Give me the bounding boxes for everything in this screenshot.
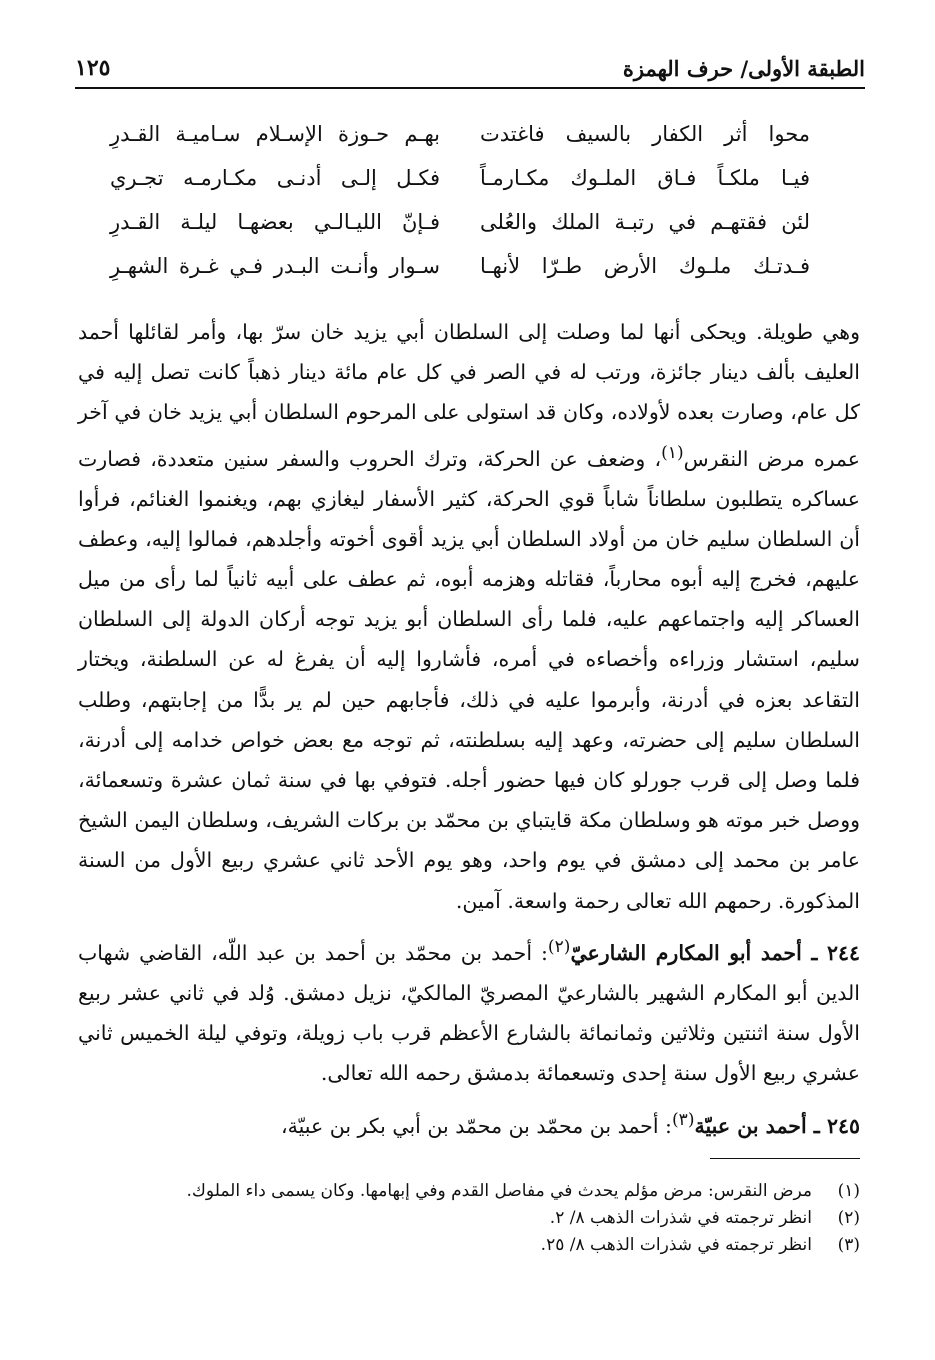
footnote-text: مرض النقرس: مرض مؤلم يحدث في مفاصل القدم وفي إبهامها. وكان يسمى داء الملوك. [186, 1181, 812, 1201]
footnote [78, 1205, 860, 1232]
verse-first-hemistich: محوا أثر الكفار بالسيف فاغتدت [480, 122, 810, 146]
footnote-separator [710, 1158, 860, 1159]
verse [110, 156, 810, 200]
poem [110, 112, 810, 288]
verse-first-hemistich: فيـا ملكـاً فـاق الملـوك مكـارمـاً [480, 166, 810, 190]
footnote [78, 1232, 860, 1259]
footnote-ref[interactable]: (١) [661, 442, 684, 463]
footnote [78, 1178, 860, 1205]
entry-245 [78, 1100, 860, 1146]
entry-title: ٢٤٤ ـ أحمد أبو المكارم الشارعيّ [570, 940, 861, 965]
verse [110, 200, 810, 244]
verse-second-hemistich: بهـم حـوزة الإسـلام سـاميـة القـدرِ [110, 122, 440, 146]
entry-title: ٢٤٥ ـ أحمد بن عبيّة [694, 1113, 860, 1138]
verse-second-hemistich: فكـل إلـى أدنـى مكـارمـه تجـري [110, 166, 440, 190]
page-header [75, 55, 865, 89]
entry-text: : أحمد بن محمّد بن أحمد بن عبد اللّه، القاضي شهاب الدين أبو المكارم الشهير بالشارعيّ المصريّ المالكيّ، نزيل دمشق. وُلد في ثاني عشر ربيع الأول سنة اثنتين وثلاثين وثمانمائة بالشارع الأعظم قرب باب زويلة، وتوفي ليلة الخميس ثاني عشري ربيع الأول سنة إحدى وتسعمائة بدمشق رحمه الله تعالى. [78, 940, 860, 1086]
page-number: ١٢٥ [75, 55, 111, 81]
footnote-number: (٣) [837, 1235, 860, 1255]
footnotes [78, 1178, 860, 1259]
footnote-ref[interactable]: (٣) [671, 1109, 695, 1130]
verse-second-hemistich: سـوار وأنـت البـدر فـي غـرة الشهـرِ [110, 254, 440, 278]
footnote-number: (٢) [837, 1208, 860, 1228]
footnote-ref[interactable]: (٢) [547, 936, 571, 957]
running-title: الطبقة الأولى/ حرف الهمزة [622, 56, 865, 81]
entry-text: : أحمد بن محمّد بن محمّد بن أبي بكر بن عبيّة، [280, 1113, 672, 1138]
paragraph-text: وهي طويلة. ويحكى أنها لما وصلت إلى السلطان أبي يزيد خان سرّ بها، وأمر لقائلها أحمد العليف بألف دينار جائزة، ورتب له في الصر في كل عام مائة دينار ذهباً كانت تصل إليه في كل عام، وصارت بعده لأولاده، وكان قد استولى على المرحوم السلطان أبي يزيد خان في آخر عمره مرض النقرس [78, 320, 861, 471]
verse-first-hemistich: لئن فقتهـم في رتبـة الملك والعُلى [480, 210, 810, 234]
verse-first-hemistich: فـدتـك ملـوك الأرض طـرّا لأنهـا [480, 254, 810, 278]
verse-second-hemistich: فـإنّ الليـالـي بعضهـا ليلـة القـدرِ [110, 210, 440, 234]
narrative-paragraph [78, 312, 860, 921]
verse [110, 112, 810, 156]
entry-244 [78, 927, 860, 1094]
main-text [78, 312, 860, 1152]
footnote-text: انظر ترجمته في شذرات الذهب ٨/ ٢٥. [540, 1235, 812, 1255]
verse [110, 244, 810, 288]
footnote-number: (١) [837, 1181, 860, 1201]
paragraph-text-continued: ، وضعف عن الحركة، وترك الحروب والسفر سنين متعددة، فصارت عساكره يتطلبون سلطاناً شاباً قوي الحركة، كثير الأسفار ليغازي بهم، ويغنموا الغنائم، فرأوا أن السلطان سليم خان من أولاد السلطان أبي يزيد أقوى أخوته وأجلدهم، فمالوا إليه، وعطف عليهم، فخرج إليه أبوه محارباً، فقاتله وهزمه أبوه، ثم عطف على أبيه ثانياً لما رأى من ميل العساكر إليه واجتماعهم عليه، فلما رأى السلطان أبو يزيد توجه أركان الدولة إلى السلطان سليم، استشار وزراءه وأخصاءه في أمره، فأشاروا إليه أن يفرغ له عن السلطنة، ويختار التقاعد بعزه في أدرنة، وأبرموا عليه في ذلك، فأجابهم حين لم ير بدًّا من إجابتهم، وطلب السلطان سليم إلى حضرته، وعهد إليه بسلطنته، ثم توجه مع بعض خواص خدامه إلى أدرنة، فلما وصل إلى قرب جورلو كان فيها حضور أجله. فتوفي بها في سنة ثمان عشرة وتسعمائة، ووصل خبر موته هو وسلطان مكة قايتباي بن محمّد بن بركات الشريف، وسلطان اليمن الشيخ عامر بن محمد إلى دمشق في يوم واحد، وهو يوم الأحد ثاني عشري ربيع الأول من السنة المذكورة. رحمهم الله تعالى رحمة واسعة. آمين. [78, 446, 860, 913]
footnote-text: انظر ترجمته في شذرات الذهب ٨/ ٢. [549, 1208, 812, 1228]
